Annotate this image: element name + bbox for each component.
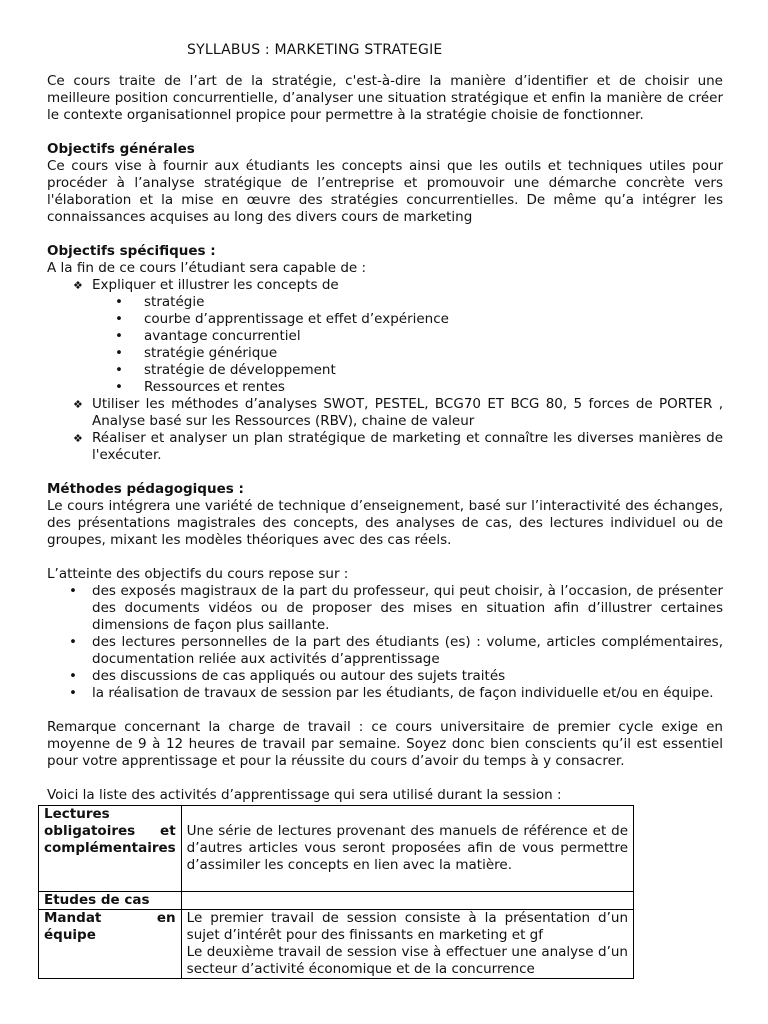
list-item: • des discussions de cas appliqués ou autour des sujets traités [47, 668, 723, 685]
objectifs-list [47, 277, 723, 464]
list-item: • des exposés magistraux de la part du professeur, qui peut choisir, à l’occasion, de présenter des documents vidéos ou de proposer des mises en situation afin d’illustrer certaines dimensions de façon plus saillante. [47, 583, 723, 634]
list-item: • des lectures personnelles de la part des étudiants (es) : volume, articles complémentaires, documentation reliée aux activités d’apprentissage [47, 634, 723, 668]
objectif-item [47, 277, 723, 396]
objectif-item: ❖ Utiliser les méthodes d’analyses SWOT, PESTEL, BCG70 ET BCG 80, 5 forces de PORTER , Analyse basé sur les Ressources (RBV), chaine de valeur [47, 396, 723, 430]
objectifs-specifiques-heading: Objectifs spécifiques : [47, 243, 216, 259]
remarque-paragraph: Remarque concernant la charge de travail : ce cours universitaire de premier cycle exige en moyenne de 9 à 12 heures de travail par semaine. Soyez donc bien conscients qu’il est essentiel pour votre apprentissage et pour la réussite du cours d’avoir du temps à y consacrer. [47, 719, 723, 769]
objectifs-specifiques-lead: A la fin de ce cours l’étudiant sera capable de : [47, 260, 367, 276]
document-page [44, 42, 723, 979]
objectifs-generales-heading: Objectifs générales [47, 141, 195, 157]
concept-item: • courbe d’apprentissage et effet d’expérience [47, 311, 723, 328]
concept-item: • avantage concurrentiel [47, 328, 723, 345]
methodes-text: Le cours intégrera une variété de technique d’enseignement, basé sur l’interactivité des échanges, des présentations magistrales des concepts, des analyses de cas, des lectures individuel ou de groupes, mixant les modèles théoriques avec des cas réels. [47, 498, 723, 548]
table-row [39, 892, 634, 910]
concept-item: • stratégie [47, 294, 723, 311]
concept-item: • stratégie générique [47, 345, 723, 362]
table-cell-text: Une série de lectures provenant des manuels de référence et de d’autres articles vous seront proposées afin de vous permettre d’assimiler les concepts en lien avec la matière. [181, 806, 633, 892]
concept-item: • Ressources et rentes [47, 379, 723, 396]
table-cell-text [181, 892, 633, 910]
concept-item: • stratégie de développement [47, 362, 723, 379]
objectifs-generales-text: Ce cours vise à fournir aux étudiants les concepts ainsi que les outils et techniques utiles pour procéder à l’analyse stratégique de l’entreprise et promouvoir une démarche concrète vers l'élaboration et la mise en œuvre des stratégies concurrentielles. De même qu’a intégrer les connaissances acquises au long des divers cours de marketing [47, 158, 723, 225]
activities-table [38, 805, 634, 979]
list-item: • la réalisation de travaux de session par les étudiants, de façon individuelle et/ou en équipe. [47, 685, 723, 702]
table-cell-paragraph: Le premier travail de session consiste à la présentation d’un sujet d’intérêt pour des finissants en marketing et gf [186, 910, 628, 943]
table-row [39, 806, 634, 892]
methodes-heading: Méthodes pédagogiques : [47, 481, 244, 497]
concepts-list [47, 294, 723, 396]
activites-lead: Voici la liste des activités d’apprentissage qui sera utilisé durant la session : [47, 787, 562, 803]
objectif-item-text: Expliquer et illustrer les concepts de [92, 277, 339, 293]
table-cell-text [181, 910, 633, 979]
intro-paragraph: Ce cours traite de l’art de la stratégie, c'est-à-dire la manière d’identifier et de choisir une meilleure position concurrentielle, d’analyser une situation stratégique et enfin la manière de créer le contexte organisationnel propice pour permettre à la stratégie choisie de fonctionner. [47, 73, 723, 123]
table-row [39, 910, 634, 979]
atteinte-lead: L’atteinte des objectifs du cours repose sur : [47, 566, 349, 582]
objectif-item: ❖ Réaliser et analyser un plan stratégique de marketing et connaître les diverses manières de l'exécuter. [47, 430, 723, 464]
table-cell-label: Etudes de cas [39, 892, 182, 910]
atteinte-list [47, 583, 723, 702]
table-cell-label: Lectures obligatoires et complémentaires [39, 806, 182, 892]
table-cell-paragraph: Le deuxième travail de session vise à effectuer une analyse d’un secteur d’activité économique et de la concurrence [186, 944, 628, 977]
page-title: SYLLABUS : MARKETING STRATEGIE [187, 42, 443, 58]
table-cell-label: Mandat en équipe [39, 910, 182, 979]
